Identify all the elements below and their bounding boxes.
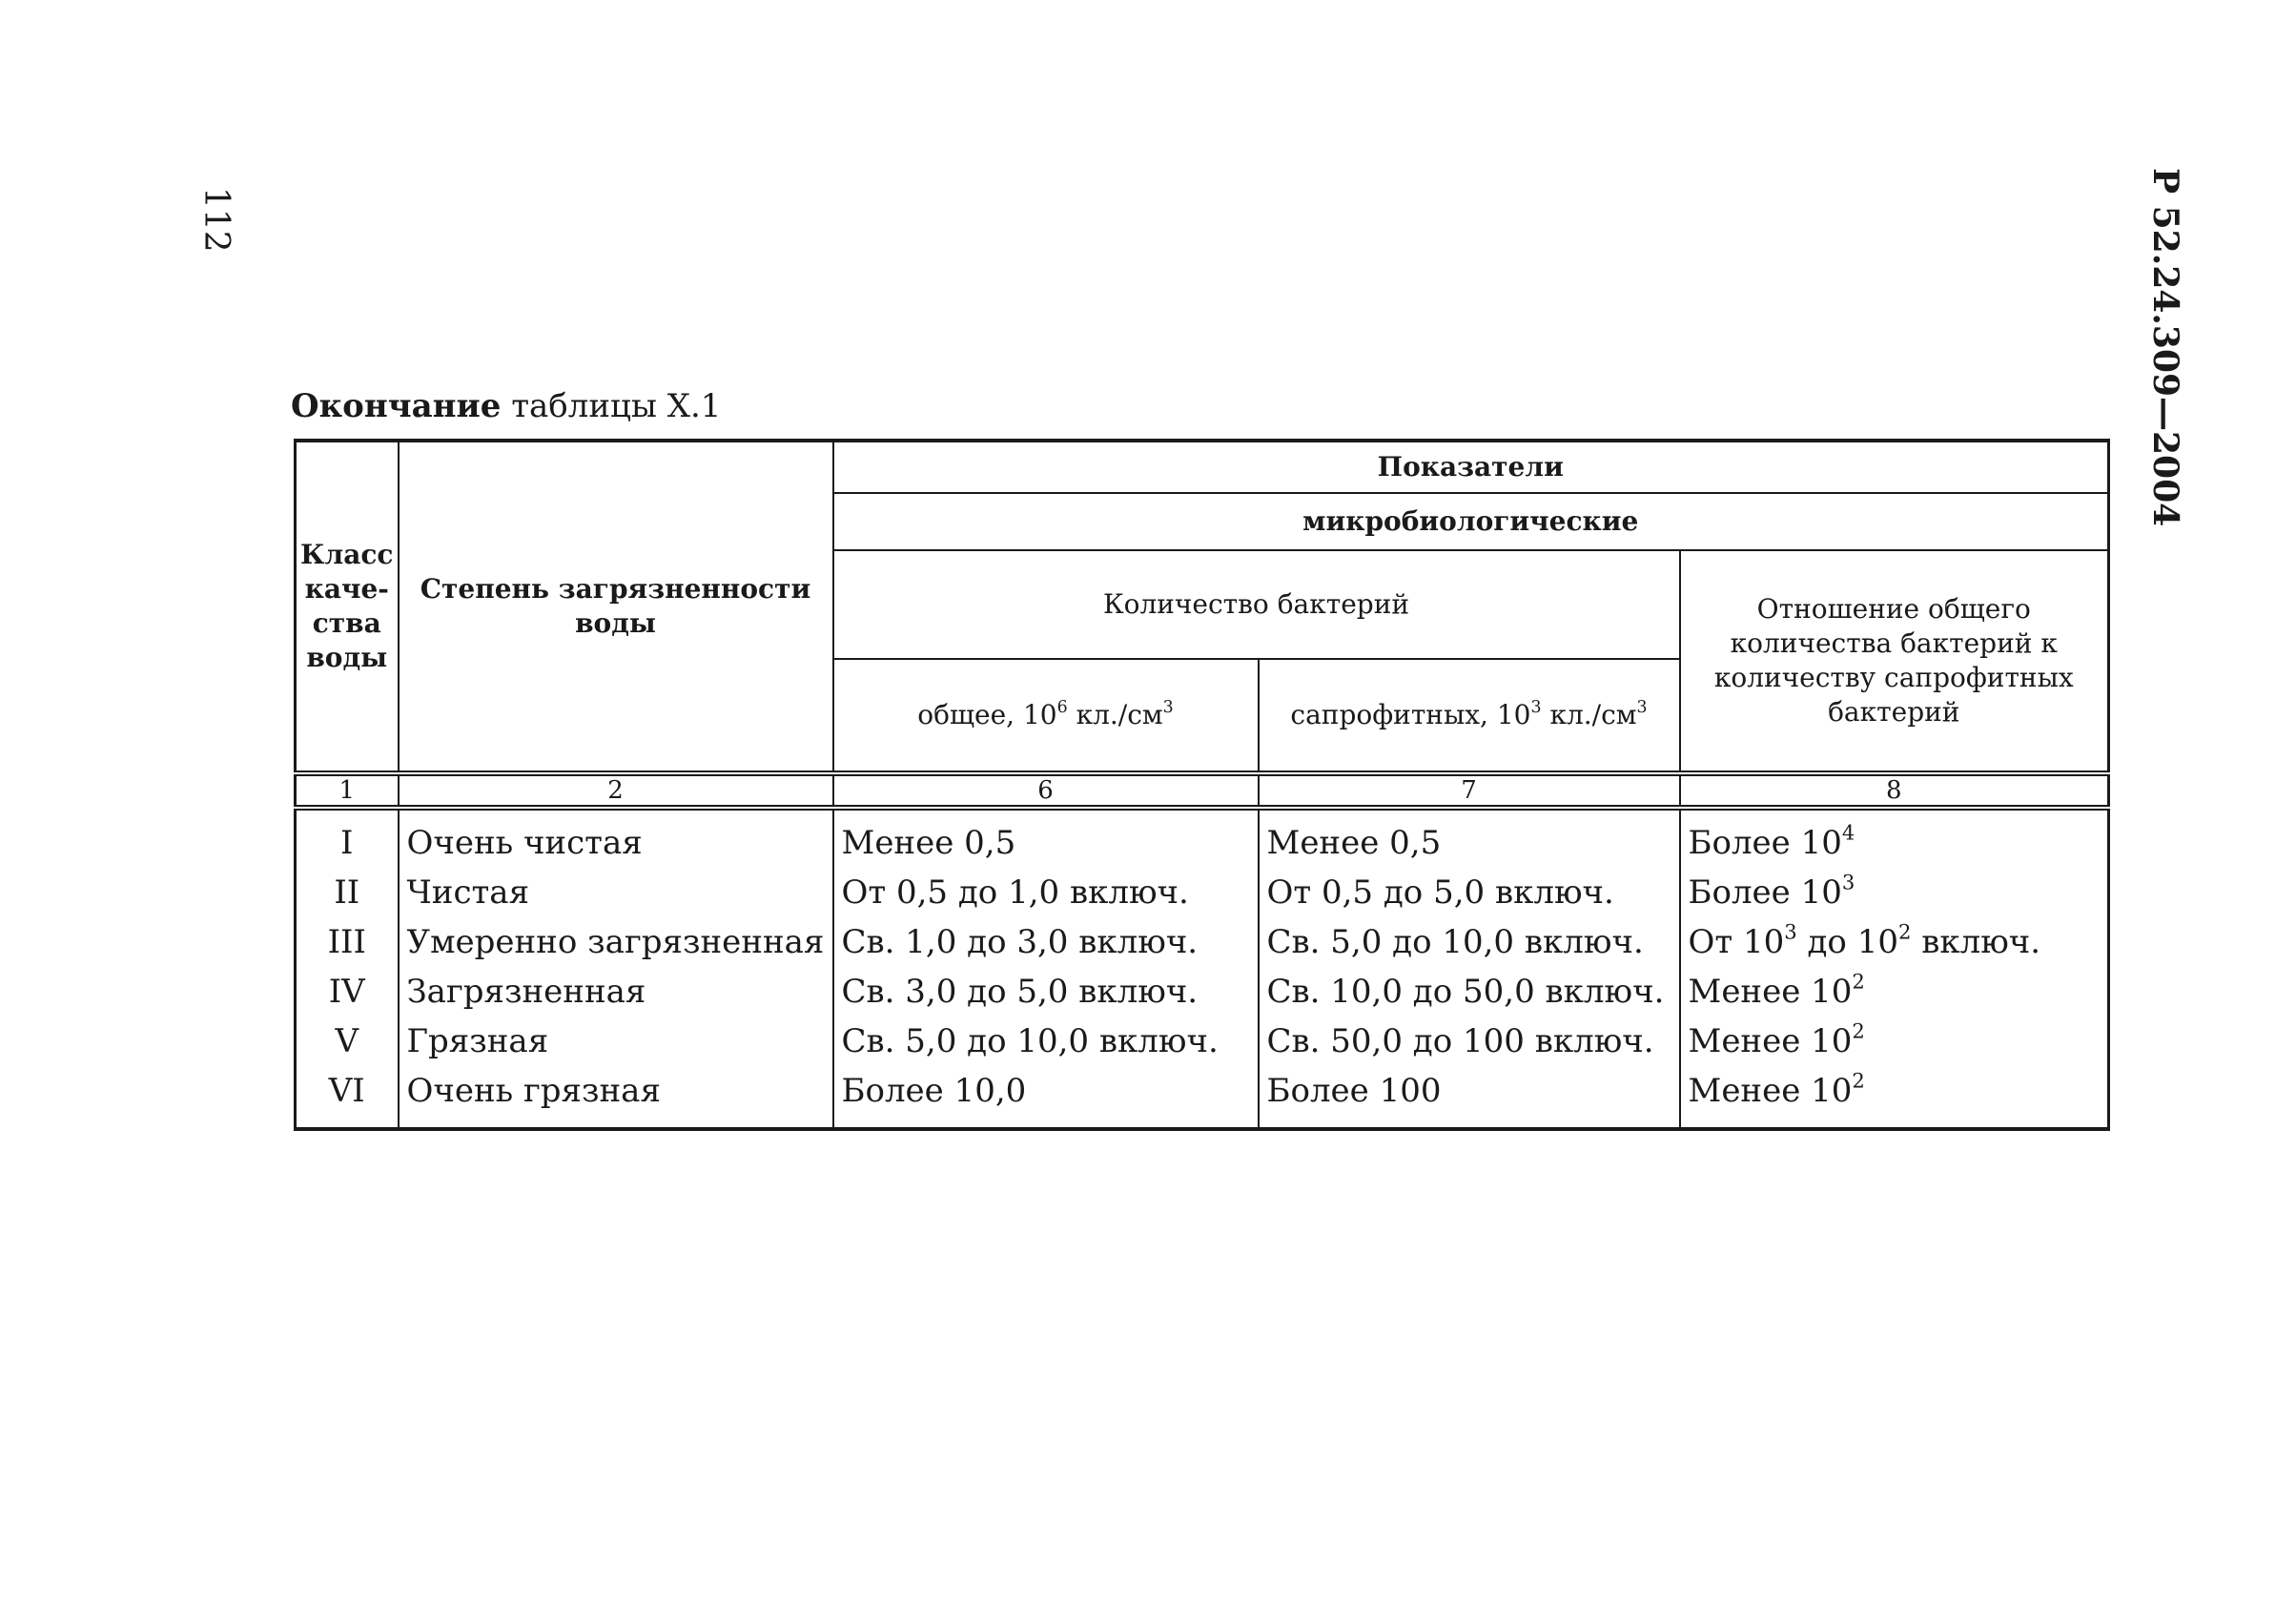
cell-class: V: [296, 1017, 399, 1066]
cell-ratio: Менее $10^2$: [1680, 1017, 2109, 1066]
table-caption: [291, 387, 721, 425]
cell-total: Св. 5,0 до 10,0 включ.: [833, 1017, 1259, 1066]
document-code: Р 52.24.309—2004: [2145, 168, 2185, 527]
cell-class: VI: [296, 1066, 399, 1129]
cell-total: От 0,5 до 1,0 включ.: [833, 868, 1259, 917]
page-number: 112: [196, 187, 236, 253]
cell-saprophytic: Св. 10,0 до 50,0 включ.: [1259, 967, 1680, 1017]
header-bacteria-count: Количество бактерий: [833, 550, 1680, 659]
cell-total: Св. 1,0 до 3,0 включ.: [833, 917, 1259, 967]
cell-saprophytic: Менее 0,5: [1259, 808, 1680, 868]
caption-suffix: таблицы Х.1: [501, 387, 722, 425]
cell-degree: Умеренно загрязненная: [399, 917, 833, 967]
cell-degree: Очень чистая: [399, 808, 833, 868]
cell-total: Св. 3,0 до 5,0 включ.: [833, 967, 1259, 1017]
cell-class: II: [296, 868, 399, 917]
header-total: общее, $10^6$ $кл./см^3$: [833, 659, 1259, 773]
header-class: Класс каче-ства воды: [296, 441, 399, 773]
cell-saprophytic: Св. 5,0 до 10,0 включ.: [1259, 917, 1680, 967]
table-row: [296, 868, 2109, 917]
cell-degree: Грязная: [399, 1017, 833, 1066]
column-number-1: 1: [296, 773, 399, 808]
header-degree: Степень загрязненности воды: [399, 441, 833, 773]
cell-degree: Загрязненная: [399, 967, 833, 1017]
column-number-6: 6: [833, 773, 1259, 808]
cell-ratio: Менее $10^2$: [1680, 967, 2109, 1017]
column-number-7: 7: [1259, 773, 1680, 808]
cell-ratio: От $10^3$ до $10^2$ включ.: [1680, 917, 2109, 967]
header-ratio: Отношение общего количества бактерий к количеству сапрофитных бактерий: [1680, 550, 2109, 773]
cell-degree: Очень грязная: [399, 1066, 833, 1129]
cell-saprophytic: Более 100: [1259, 1066, 1680, 1129]
cell-saprophytic: От 0,5 до 5,0 включ.: [1259, 868, 1680, 917]
column-number-8: 8: [1680, 773, 2109, 808]
table-row: [296, 967, 2109, 1017]
water-quality-table: [294, 439, 2110, 1131]
cell-degree: Чистая: [399, 868, 833, 917]
table-row: [296, 1017, 2109, 1066]
cell-ratio: Менее $10^2$: [1680, 1066, 2109, 1129]
cell-total: Менее 0,5: [833, 808, 1259, 868]
cell-saprophytic: Св. 50,0 до 100 включ.: [1259, 1017, 1680, 1066]
cell-class: I: [296, 808, 399, 868]
cell-class: III: [296, 917, 399, 967]
table-row: [296, 808, 2109, 868]
header-indicators: Показатели: [833, 441, 2109, 493]
caption-prefix: Окончание: [291, 387, 502, 425]
cell-ratio: Более $10^3$: [1680, 868, 2109, 917]
column-number-2: 2: [399, 773, 833, 808]
cell-total: Более 10,0: [833, 1066, 1259, 1129]
table-row: [296, 917, 2109, 967]
header-microbiological: микробиологические: [833, 493, 2109, 550]
header-saprophytic: сапрофитных, $10^3$ $кл./см^3$: [1259, 659, 1680, 773]
table-row: [296, 1066, 2109, 1129]
cell-ratio: Более $10^4$: [1680, 808, 2109, 868]
cell-class: IV: [296, 967, 399, 1017]
